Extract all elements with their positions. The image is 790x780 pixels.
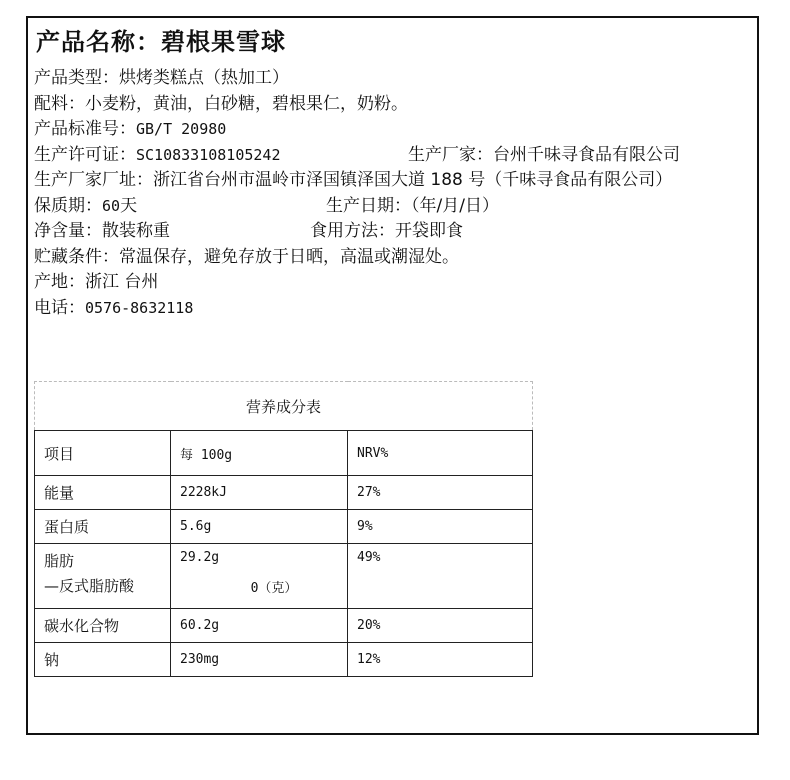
- license-value: SC10833108105242: [136, 145, 281, 164]
- row-nrv: 27%: [348, 476, 533, 510]
- license-row: [34, 143, 749, 169]
- row-item: 钠: [35, 643, 171, 677]
- nutrition-caption: 营养成分表: [35, 382, 533, 431]
- header-per100: 每 100g: [171, 431, 348, 476]
- row-sub-per100: 0（克）: [250, 581, 298, 596]
- row-nrv: 12%: [348, 643, 533, 677]
- license-label: 生产许可证：: [34, 144, 136, 165]
- manufacturer: 生产厂家：台州千味寻食品有限公司: [408, 144, 680, 165]
- row-sub-item: —反式脂肪酸: [44, 577, 135, 595]
- product-info: [34, 66, 749, 321]
- row-nrv: 49%: [348, 544, 533, 609]
- table-header-row: [35, 431, 533, 476]
- shelf-life-value: 60: [102, 196, 121, 215]
- shelf-life-label: 保质期：: [34, 195, 102, 216]
- header-nrv: NRV%: [348, 431, 533, 476]
- product-type: 产品类型：烘烤类糕点（热加工）: [34, 68, 289, 88]
- table-row: [35, 544, 533, 609]
- shelf-life-row: [34, 194, 749, 220]
- origin: 产地：浙江 台州: [34, 272, 159, 292]
- row-item: 碳水化合物: [35, 609, 171, 643]
- table-row: [35, 609, 533, 643]
- row-per100: 230mg: [171, 643, 348, 677]
- phone-row: [34, 296, 749, 322]
- label-frame: [26, 16, 759, 735]
- ingredients: 配料：小麦粉，黄油，白砂糖，碧根果仁，奶粉。: [34, 93, 408, 114]
- table-row: [35, 643, 533, 677]
- standard-number: [34, 117, 749, 143]
- production-date: 生产日期：（年/月/日）: [326, 195, 499, 216]
- storage: 贮藏条件：常温保存，避免存放于日晒，高温或潮湿处。: [34, 246, 459, 267]
- usage: 食用方法：开袋即食: [310, 221, 463, 241]
- product-title: 产品名称：碧根果雪球: [36, 27, 286, 56]
- phone-value: 0576-8632118: [85, 298, 194, 317]
- row-nrv: 20%: [348, 609, 533, 643]
- table-row: [35, 476, 533, 510]
- row-nrv: 9%: [348, 510, 533, 544]
- shelf-life-unit: 天: [120, 195, 138, 216]
- row-item: 蛋白质: [35, 510, 171, 544]
- standard-label: 产品标准号：: [34, 119, 136, 139]
- row-item: 脂肪: [44, 552, 75, 570]
- row-per100: 29.2g: [180, 550, 220, 565]
- net-content-row: [34, 219, 749, 245]
- net-content: 净含量：散装称重: [34, 221, 170, 241]
- row-per100: 60.2g: [171, 609, 348, 643]
- row-item: 能量: [35, 476, 171, 510]
- nutrition-table: [34, 381, 533, 677]
- table-row: [35, 510, 533, 544]
- row-per100: 2228kJ: [171, 476, 348, 510]
- row-per100: 5.6g: [171, 510, 348, 544]
- phone-label: 电话：: [34, 297, 85, 318]
- header-item: 项目: [35, 431, 171, 476]
- standard-value: GB/T 20980: [136, 120, 227, 138]
- factory-address: 生产厂家厂址：浙江省台州市温岭市泽国镇泽国大道 188 号（千味寻食品有限公司）: [34, 170, 673, 190]
